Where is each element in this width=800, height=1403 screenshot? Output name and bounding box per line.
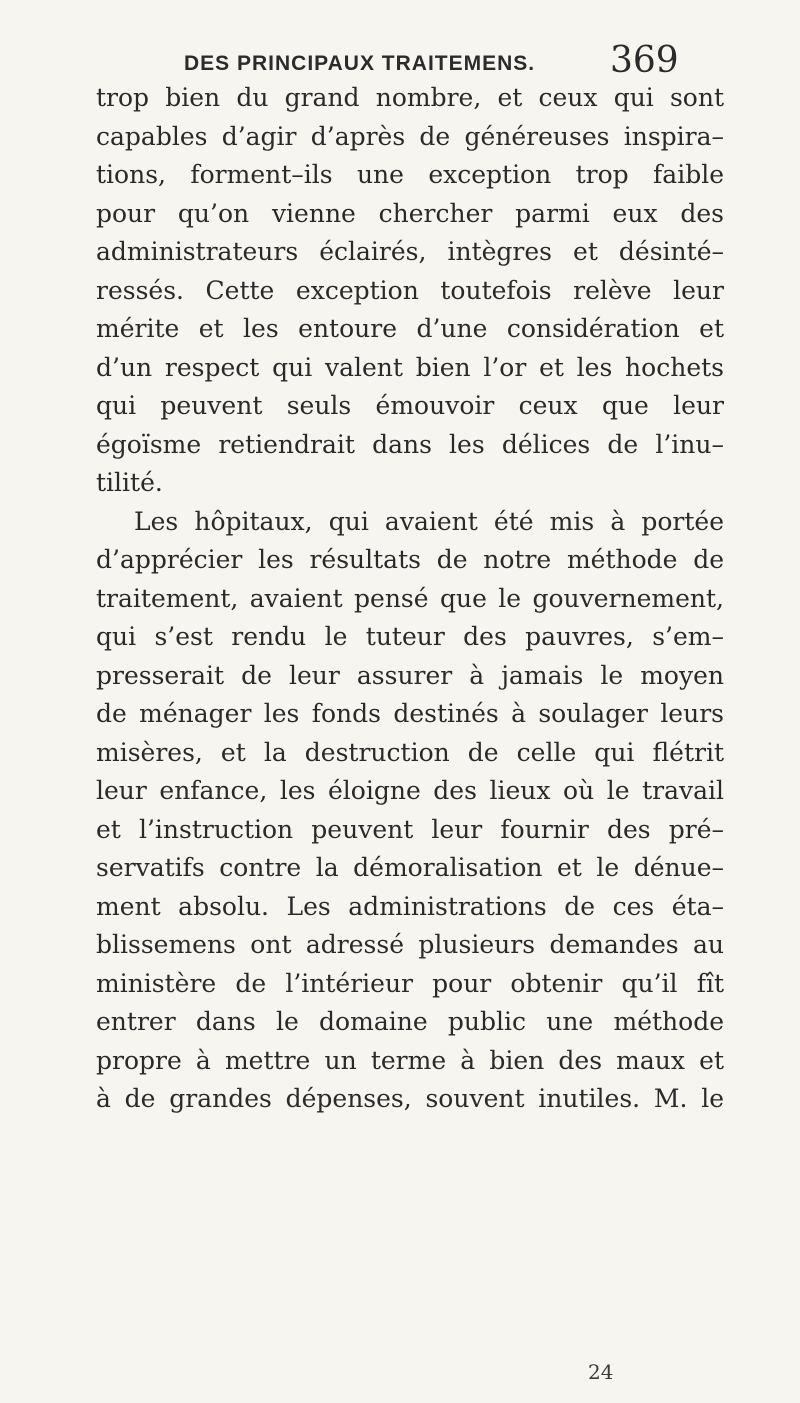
text-line: égoïsme retiendrait dans les délices de l’inu– [96,429,724,459]
text-line: et l’instruction peuvent leur fournir des pré– [96,814,724,844]
text-line: mérite et les entoure d’une considération et [96,314,724,343]
text-line: presserait de leur assurer à jamais le moyen [96,660,724,690]
text-line: tions, forment–ils une exception trop faible [96,160,724,189]
text-line: administrateurs éclairés, intègres et désinté– [96,237,724,266]
text-line: de ménager les fonds destinés à soulager leurs [96,699,724,728]
text-line: à de grandes dépenses, souvent inutiles. M. le [96,1084,724,1113]
text-line: servatifs contre la démoralisation et le dénue– [96,853,724,882]
text-line: qui peuvent seuls émouvoir ceux que leur [96,391,724,420]
text-line: misères, et la destruction de celle qui flétrit [96,737,724,767]
text-line: ment absolu. Les administrations de ces éta– [96,891,724,921]
body-text [96,79,724,1119]
page-number: 369 [610,40,679,81]
running-head: DES PRINCIPAUX TRAITEMENS. [184,52,536,75]
text-line: ressés. Cette exception toutefois relève leur [96,275,724,305]
text-line: entrer dans le domaine public une méthode [96,1007,724,1036]
text-line: qui s’est rendu le tuteur des pauvres, s’em– [96,622,724,651]
text-line-paragraph-end: tilité. [96,468,163,497]
text-line: pour qu’on vienne chercher parmi eux des [96,198,724,228]
text-line: trop bien du grand nombre, et ceux qui sont [96,83,724,112]
text-line: capables d’agir d’après de généreuses inspira– [96,121,724,151]
text-line: ministère de l’intérieur pour obtenir qu’il fît [96,968,724,998]
text-line: d’apprécier les résultats de notre méthode de [96,545,724,574]
text-line: leur enfance, les éloigne des lieux où le travail [96,776,724,805]
text-line: blissemens ont adressé plusieurs demandes au [96,930,724,959]
text-line: traitement, avaient pensé que le gouvernement, [96,583,724,613]
signature-mark: 24 [588,1360,614,1384]
text-line-paragraph-start: Les hôpitaux, qui avaient été mis à portée [134,506,724,536]
text-line: propre à mettre un terme à bien des maux et [96,1045,724,1075]
text-line: d’un respect qui valent bien l’or et les hochets [96,352,724,382]
